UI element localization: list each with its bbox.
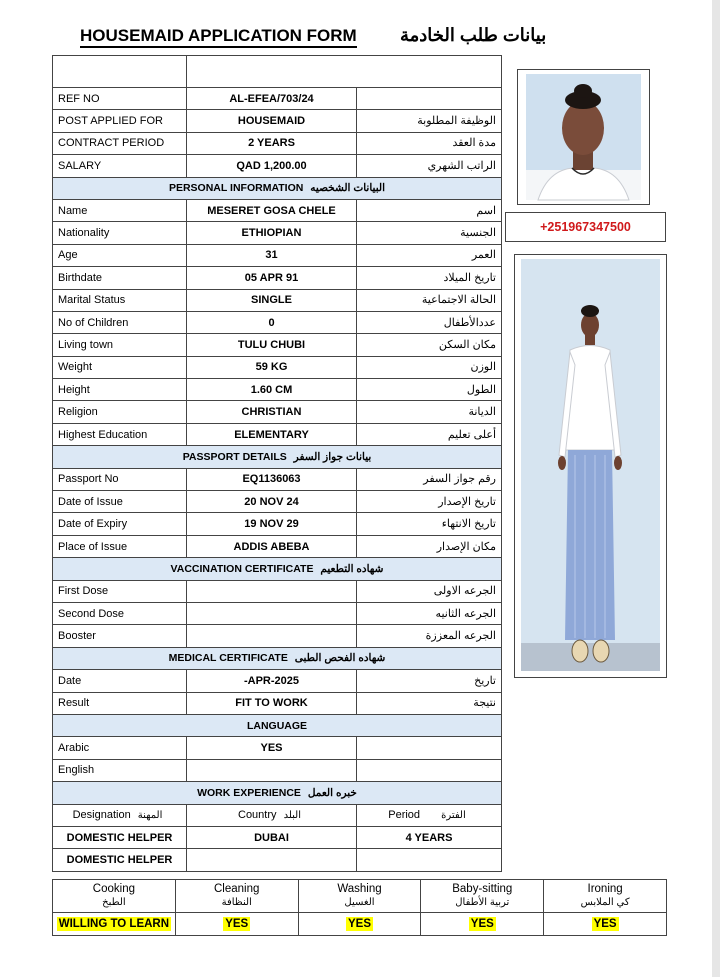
section-title-arabic: البيانات الشخصيه [310, 182, 386, 195]
field-label-arabic: الحالة الاجتماعية [357, 289, 502, 311]
table-row [53, 110, 502, 132]
table-row [53, 289, 502, 311]
field-value: TULU CHUBI [187, 334, 357, 356]
field-value: 2 YEARS [187, 132, 357, 154]
field-label: Living town [53, 334, 187, 356]
table-row [53, 401, 502, 423]
table-row [53, 535, 502, 557]
page-edge-shadow [712, 0, 720, 977]
section-title-arabic: شهاده الفحص الطبى [294, 652, 386, 665]
table-row [53, 356, 502, 378]
phone-number: +251967347500 [505, 212, 666, 242]
field-value: CHRISTIAN [187, 401, 357, 423]
field-value: SINGLE [187, 289, 357, 311]
field-label: No of Children [53, 311, 187, 333]
full-body-image [515, 255, 666, 677]
field-label: Date of Issue [53, 491, 187, 513]
field-label: Place of Issue [53, 535, 187, 557]
work-country: DUBAI [187, 826, 357, 848]
field-value [187, 602, 357, 624]
table-row [53, 625, 502, 647]
skill-value: YES [470, 918, 494, 930]
field-label-arabic: مكان السكن [357, 334, 502, 356]
field-value: HOUSEMAID [187, 110, 357, 132]
column-header-designation [53, 804, 187, 826]
column-header-country [187, 804, 357, 826]
section-title: LANGUAGE [246, 719, 308, 732]
field-label: SALARY [53, 155, 187, 177]
section-title: WORK EXPERIENCE [197, 786, 301, 799]
work-designation: DOMESTIC HELPER [53, 849, 187, 871]
skill-name-arabic: الطبخ [102, 897, 126, 908]
field-label: Booster [53, 625, 187, 647]
field-label-arabic: الجرعه الاولى [357, 580, 502, 602]
field-label: Highest Education [53, 423, 187, 445]
table-row [53, 602, 502, 624]
field-label: First Dose [53, 580, 187, 602]
skills-labels-row [53, 880, 667, 913]
table-row [53, 379, 502, 401]
field-label-arabic: الجنسية [357, 222, 502, 244]
field-value: AL-EFEA/703/24 [187, 88, 357, 110]
field-label-arabic: الجرعه الثانيه [357, 602, 502, 624]
skill-name-arabic: تربية الأطفال [455, 897, 510, 908]
field-label: English [53, 759, 187, 781]
field-label: Marital Status [53, 289, 187, 311]
skill-washing [298, 880, 421, 913]
field-label-arabic: عددالأطفال [357, 311, 502, 333]
work-country [187, 849, 357, 871]
skill-name: Cleaning [213, 883, 260, 895]
section-title-arabic: خبره العمل [307, 786, 357, 799]
skill-name: Cooking [92, 883, 135, 895]
field-label: REF NO [53, 88, 187, 110]
blank-header-row [53, 56, 502, 88]
work-column-headers [53, 804, 502, 826]
column-header-label-arabic: الفترة [441, 809, 466, 821]
form-title-arabic: بيانات طلب الخادمة [400, 25, 547, 45]
field-label: Nationality [53, 222, 187, 244]
field-value: 05 APR 91 [187, 267, 357, 289]
field-label-arabic: مدة العقد [357, 132, 502, 154]
skill-name: Baby-sitting [452, 883, 513, 895]
field-value: 19 NOV 29 [187, 513, 357, 535]
field-label-arabic: الجرعه المعززة [357, 625, 502, 647]
table-row [53, 222, 502, 244]
form-title-english: HOUSEMAID APPLICATION FORM [80, 26, 357, 48]
field-label: Height [53, 379, 187, 401]
skills-values-row [53, 913, 667, 936]
field-value: YES [187, 737, 357, 759]
field-label-arabic: رقم جواز السفر [357, 468, 502, 490]
section-title: MEDICAL CERTIFICATE [168, 652, 288, 665]
field-value: ADDIS ABEBA [187, 535, 357, 557]
skill-name-arabic: النظافة [221, 897, 252, 908]
table-row [53, 670, 502, 692]
field-value [187, 759, 357, 781]
field-value: -APR-2025 [187, 670, 357, 692]
section-header-language [53, 714, 502, 736]
column-header-label: Designation [72, 808, 131, 821]
section-title-arabic: بيانات جواز السفر [293, 450, 372, 463]
field-label: Second Dose [53, 602, 187, 624]
field-value: MESERET GOSA CHELE [187, 199, 357, 221]
field-label: Date of Expiry [53, 513, 187, 535]
work-period: 4 YEARS [357, 826, 502, 848]
field-label: Weight [53, 356, 187, 378]
field-label-arabic: الوزن [357, 356, 502, 378]
section-title: PERSONAL INFORMATION [168, 182, 304, 195]
field-value: 31 [187, 244, 357, 266]
field-label-arabic: تاريخ [357, 670, 502, 692]
skill-baby-sitting [421, 880, 544, 913]
portrait-photo [517, 69, 650, 205]
table-row [53, 692, 502, 714]
skill-value: WILLING TO LEARN [58, 918, 170, 930]
field-label-arabic [357, 88, 502, 110]
blank-cell [187, 56, 502, 88]
section-header-vaccination [53, 558, 502, 580]
field-value [187, 580, 357, 602]
skills-table [52, 879, 667, 936]
empty-cell [357, 759, 502, 781]
table-row [53, 267, 502, 289]
application-table [52, 55, 502, 872]
field-value: QAD 1,200.00 [187, 155, 357, 177]
field-label-arabic: الطول [357, 379, 502, 401]
skill-value: YES [225, 918, 249, 930]
column-header-label: Country [238, 808, 277, 821]
field-label: Result [53, 692, 187, 714]
table-row [53, 468, 502, 490]
table-row [53, 132, 502, 154]
field-label: Arabic [53, 737, 187, 759]
skill-cooking [53, 880, 176, 913]
section-title: VACCINATION CERTIFICATE [170, 562, 314, 575]
field-value: FIT TO WORK [187, 692, 357, 714]
field-label: Religion [53, 401, 187, 423]
skill-name: Washing [337, 883, 382, 895]
field-value: ETHIOPIAN [187, 222, 357, 244]
skill-name-arabic: كي الملابس [580, 897, 630, 908]
field-label: Age [53, 244, 187, 266]
field-value [187, 625, 357, 647]
field-value: 59 KG [187, 356, 357, 378]
field-label: POST APPLIED FOR [53, 110, 187, 132]
table-row [53, 199, 502, 221]
field-label-arabic: الديانة [357, 401, 502, 423]
table-row [53, 244, 502, 266]
field-value: 1.60 CM [187, 379, 357, 401]
field-label: Birthdate [53, 267, 187, 289]
table-row [53, 155, 502, 177]
empty-cell [357, 737, 502, 759]
field-label-arabic: مكان الإصدار [357, 535, 502, 557]
column-header-label-arabic: البلد [283, 809, 301, 821]
table-row [53, 88, 502, 110]
table-row [53, 334, 502, 356]
field-label-arabic: تاريخ الميلاد [357, 267, 502, 289]
skill-value: YES [593, 918, 617, 930]
section-header-personal [53, 177, 502, 199]
section-header-medical [53, 647, 502, 669]
field-label: Passport No [53, 468, 187, 490]
field-label-arabic: اسم [357, 199, 502, 221]
field-label: Name [53, 199, 187, 221]
skill-ironing [544, 880, 667, 913]
field-label-arabic: الراتب الشهري [357, 155, 502, 177]
field-label-arabic: نتيجة [357, 692, 502, 714]
field-label-arabic: الوظيفة المطلوبة [357, 110, 502, 132]
table-row [53, 580, 502, 602]
table-row [53, 513, 502, 535]
field-label-arabic: تاريخ الإصدار [357, 491, 502, 513]
skill-cleaning [175, 880, 298, 913]
work-period [357, 849, 502, 871]
field-value: EQ1136063 [187, 468, 357, 490]
column-header-label-arabic: المهنة [137, 809, 163, 821]
column-header-period [357, 804, 502, 826]
work-designation: DOMESTIC HELPER [53, 826, 187, 848]
full-body-photo [514, 254, 667, 678]
field-value: 0 [187, 311, 357, 333]
section-title: PASSPORT DETAILS [182, 450, 287, 463]
field-label: CONTRACT PERIOD [53, 132, 187, 154]
table-row [53, 737, 502, 759]
field-label: Date [53, 670, 187, 692]
table-row [53, 311, 502, 333]
section-title-arabic: شهاده التطعيم [320, 562, 384, 575]
column-header-label: Period [388, 808, 421, 821]
table-row [53, 849, 502, 871]
skill-name-arabic: الغسيل [344, 897, 375, 908]
table-row [53, 759, 502, 781]
field-value: 20 NOV 24 [187, 491, 357, 513]
skill-name: Ironing [587, 883, 623, 895]
field-label-arabic: العمر [357, 244, 502, 266]
section-header-work-experience [53, 782, 502, 804]
table-row [53, 423, 502, 445]
field-label-arabic: تاريخ الانتهاء [357, 513, 502, 535]
table-row [53, 826, 502, 848]
field-value: ELEMENTARY [187, 423, 357, 445]
table-row [53, 491, 502, 513]
portrait-image [518, 70, 649, 204]
skill-value: YES [347, 918, 371, 930]
blank-cell [53, 56, 187, 88]
field-label-arabic: أعلى تعليم [357, 423, 502, 445]
section-header-passport [53, 446, 502, 468]
